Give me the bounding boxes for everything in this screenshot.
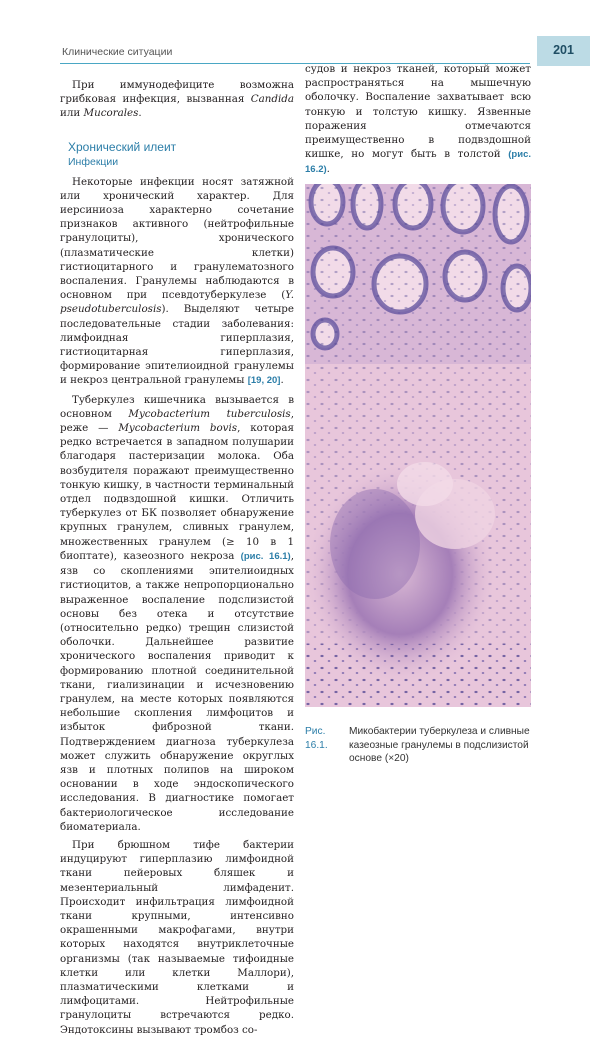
right-column [305,62,531,178]
figure-reference-16-2[interactable]: (рис. 16.2) [305,149,531,176]
section-title: Хронический илеит [68,139,177,154]
figure-reference-16-1[interactable]: (рис. 16.1) [240,550,291,562]
figure-label: Рис. 16.1. [305,726,328,751]
figure-caption-text: Микобактерии туберкулеза и сливные казеозные гранулемы в подслизистой основе (×20) [349,726,530,764]
left-column [60,78,294,1037]
section-subtitle: Инфекции [68,155,119,168]
intro-paragraph: При иммунодефиците возможна грибковая инфекция, вызванная Candida или Mucorales. [60,79,294,120]
paragraph-continuation: судов и некроз тканей, который может распространяться на мышечную оболочку. Воспаление захватывает всю тонкую и толстую кишку. Язвенные поражения отмечаются преимущественно в подвздошной кишке, но могут быть в толстой (рис. 16.2). [305,63,531,176]
paragraph-typhoid: При брюшном тифе бактерии индуцируют гиперплазию лимфоидной ткани пейеровых бляшек и мезентериальный лимфаденит. Происходит инфильтрация лимфоидной ткани крупными, интенсивно окрашенными макрофагами, внутри которых находятся внутриклеточные организмы (так называемые тифоидные клетки или клетки Маллори), плазматическими клетками и лимфоцитами. Нейтрофильные гранулоциты встречаются редко. Эндотоксины вызывают тромбоз со- [60,838,294,1036]
paragraph-yersiniosis: Некоторые инфекции носят затяжной или хронический характер. Для иерсиниоза характерно сочетание признаков активного (нейтрофильные гранулоциты), хронического (плазматические клетки) гистиоцитарного и гранулематозного воспаления. Гранулемы наблюдаются в основном при псевдотуберкулезе (Y. pseudotuberculosis). Выделяют четыре последовательные стадии заболевания: лимфоидная гиперплазия, гистиоцитарная гиперплазия, формирование эпителиоидной гранулемы и некроз центральной гранулемы [19, 20]. [60,175,294,387]
histology-micrograph [305,184,531,707]
figure-caption [305,725,535,766]
reference-link[interactable]: [19, 20] [247,375,281,387]
running-head-title: Клинические ситуации [62,46,173,58]
page-number: 201 [553,43,574,57]
paragraph-tuberculosis: Туберкулез кишечника вызывается в основном Mycobacterium tuberculosis, реже — Mycobacterium bovis, которая редко встречается в западном полушарии благодаря пастеризации молока. Оба возбудителя поражают преимущественно тонкую кишку, в частности терминальный отдел подвздошной кишки. Отличить туберкулез от БК позволяет обнаружение крупных гранулем, сливных гранулем, множественных гранулем (≥ 10 в 1 биоптате), казеозного некроза (рис. 16.1), язв со скоплениями эпителиоидных гистиоцитов, а также непропорционально выраженное воспаление подслизистой основы без отека и отсутствие (относительно редко) трещин слизистой оболочки. Дальнейшее развитие хронического воспаления приводит к формированию плотной соединительной ткани, гиализинации и исчезновению гранулем, на месте которых появляются небольшие скопления лимфоцитов и избыток фиброзной ткани. Подтверждением диагноза туберкулеза может служить обнаружение округлых язв и плотных полипов на широком основании в ходе эндоскопического исследования. В диагностике помогает бактериологическое исследование биоматериала. [60,393,294,833]
page-number-tab [537,36,590,66]
